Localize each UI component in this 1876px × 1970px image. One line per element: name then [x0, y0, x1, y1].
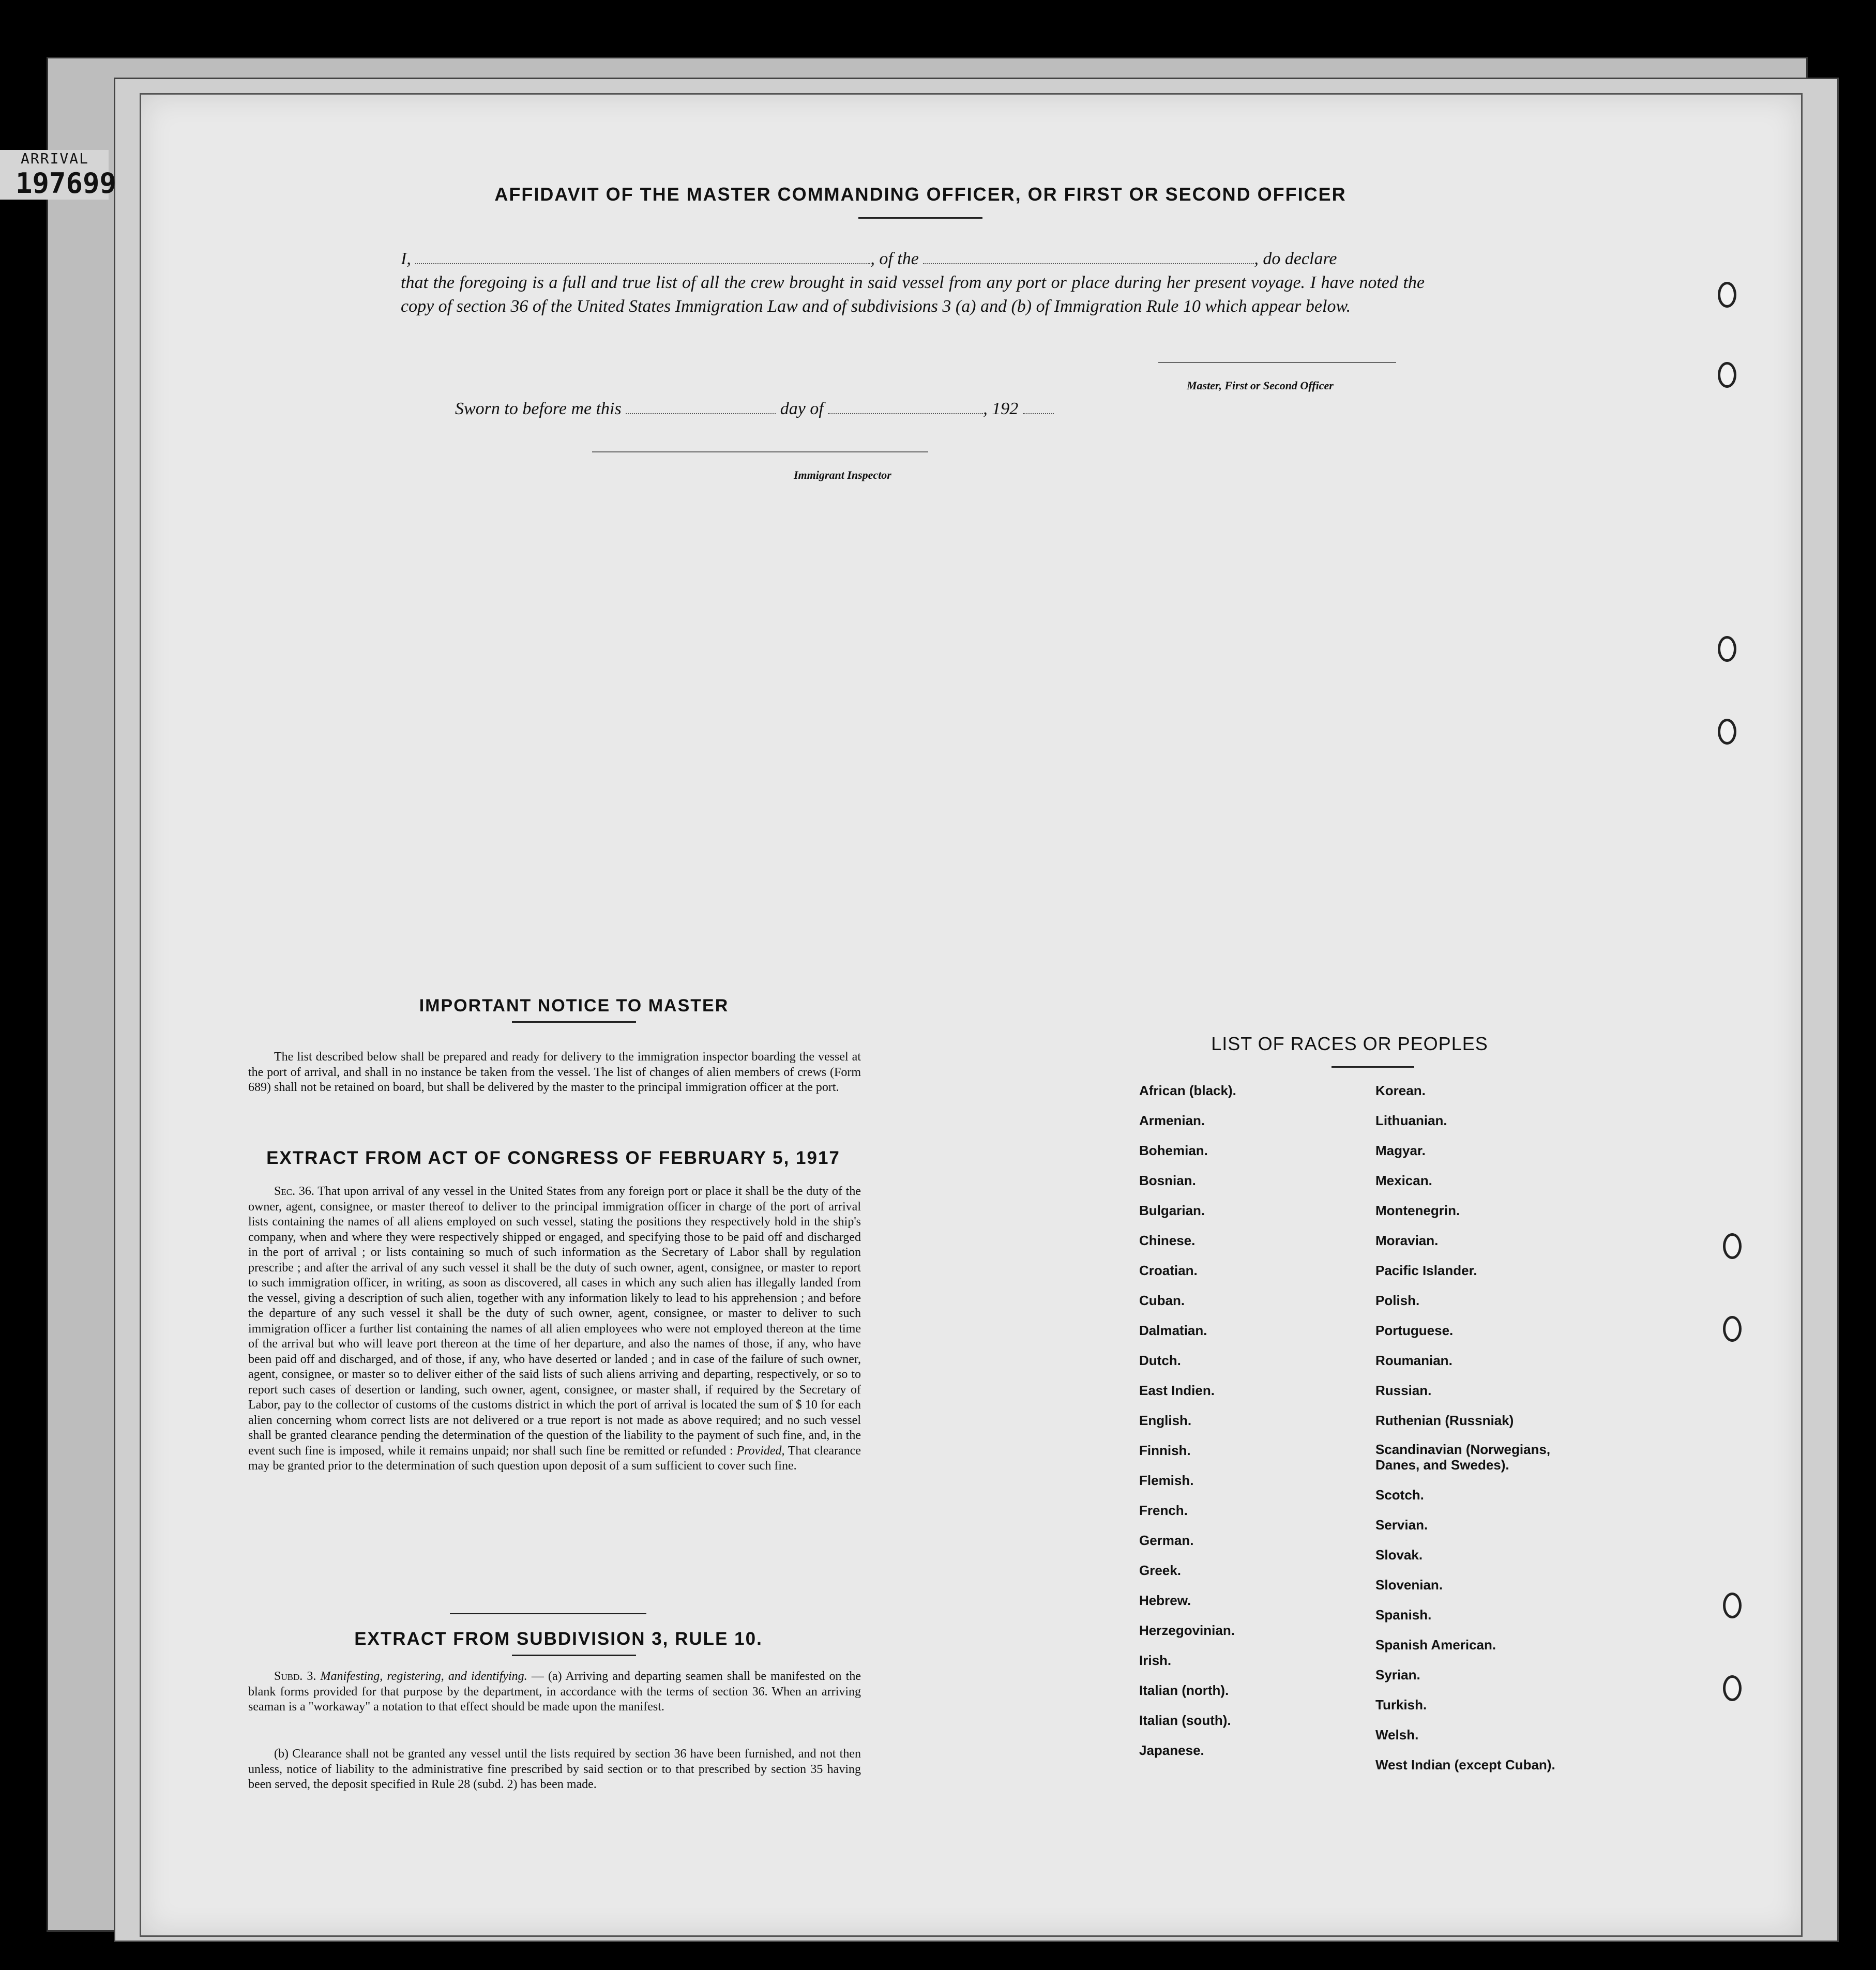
race-item: Hebrew. [1139, 1593, 1191, 1608]
affidavit-title-rule [858, 217, 982, 219]
race-item: Pacific Islander. [1375, 1263, 1477, 1278]
punch-hole [1718, 282, 1736, 308]
race-item: Ruthenian (Russniak) [1375, 1413, 1514, 1428]
rule-subd-label: Subd. 3. [274, 1670, 316, 1683]
act-end-rule [450, 1613, 646, 1614]
race-item: Bulgarian. [1139, 1203, 1205, 1218]
race-item: Herzegovinian. [1139, 1623, 1235, 1638]
inspector-signature-label: Immigrant Inspector [794, 468, 891, 481]
race-item: Italian (north). [1139, 1683, 1229, 1698]
race-item: Montenegrin. [1375, 1203, 1460, 1218]
race-item: Dalmatian. [1139, 1323, 1207, 1338]
races-column-2 [1375, 1075, 1572, 1780]
inspector-signature-line[interactable] [592, 451, 928, 452]
punch-hole [1723, 1233, 1742, 1259]
vessel-blank[interactable] [923, 250, 1254, 264]
race-item: English. [1139, 1413, 1192, 1428]
rule-title: EXTRACT FROM SUBDIVISION 3, RULE 10. [354, 1629, 763, 1649]
race-item: Korean. [1375, 1083, 1426, 1098]
master-signature-label: Master, First or Second Officer [1187, 379, 1334, 392]
race-item: West Indian (except Cuban). [1375, 1757, 1555, 1772]
race-item: Syrian. [1375, 1667, 1420, 1683]
race-item: Magyar. [1375, 1143, 1426, 1158]
punch-hole [1718, 362, 1736, 388]
race-item: Chinese. [1139, 1233, 1196, 1248]
affidavit-i: I, [401, 249, 411, 268]
race-item: Turkish. [1375, 1697, 1427, 1713]
race-item: Servian. [1375, 1517, 1428, 1533]
arrival-label: ARRIVAL [21, 150, 89, 167]
race-item: Dutch. [1139, 1353, 1181, 1368]
race-item: Polish. [1375, 1293, 1420, 1308]
act-provided-text: That clearance may be granted prior to the determination of such question upon deposit of a sum sufficient to cover such fine. [248, 1444, 861, 1473]
race-item: Russian. [1375, 1383, 1432, 1398]
sworn-day-of: day of [780, 399, 824, 418]
notice-rule [512, 1021, 636, 1023]
arrival-stamp [0, 150, 117, 200]
punch-hole [1718, 719, 1736, 745]
punch-hole [1718, 636, 1736, 662]
race-item: Lithuanian. [1375, 1113, 1447, 1128]
affidavit-declaration-line [401, 247, 1435, 271]
race-item: Japanese. [1139, 1742, 1204, 1758]
race-item: French. [1139, 1503, 1188, 1518]
act-title: EXTRACT FROM ACT OF CONGRESS OF FEBRUARY 5, 1917 [266, 1148, 840, 1168]
act-body: That upon arrival of any vessel in the United States from any foreign port or place it shall be the duty of the owner, agent, consignee, or master thereof to deliver to the principal immigration officer in charge of the port of arrival lists containing the names of all aliens employed on such vessel, stating the positions they respectively hold in the ship's company, when and where they were respectively shipped or engaged, and specifying those to be paid off and discharged in the port of arrival ; or lists containing so much of such information as the Secretary of Labor shall by regulation prescribe ; and after the arrival of any such vessel it shall be the duty of such owner, agent, consignee, or master to report to such immigration officer, in writing, as soon as discovered, all cases in which any such alien has illegally landed from the vessel, giving a description of such alien, together with any information likely to lead to his apprehension ; and before the departure of any such vessel it shall be the duty of such owner, agent, consignee, or master to deliver to such immigration officer a further list containing the names of all alien employees who were not employed thereon at the time of the arrival but who will leave port thereon at the time of her departure, and also the names of those, if any, who have been paid off and discharged, and of those, if any, who have deserted or landed ; and in case of the failure of such owner, agent, consignee, or master so to deliver either of the said lists of such aliens arriving and departing, respectively, or so to report such cases of desertion or landing, such owner, agent, consignee, or master shall, if required by the Secretary of Labor, pay to the collector of customs of the customs district in which the port of arrival is located the sum of $ 10 for each alien concerning whom correct lists are not delivered or a true report is not made as above required; and no such vessel shall be granted clearance pending the determination of the question of the liability to the payment of such fine, and, in the event such fine is imposed, while it remains unpaid; nor shall such fine be remitted or refunded : [248, 1185, 861, 1458]
race-item: Greek. [1139, 1563, 1181, 1578]
affidavit-of-the: , of the [870, 249, 919, 268]
notice-title: IMPORTANT NOTICE TO MASTER [419, 996, 729, 1016]
race-item: Cuban. [1139, 1293, 1185, 1308]
race-item: Croatian. [1139, 1263, 1198, 1278]
rule-text-a [248, 1669, 861, 1715]
master-signature-line[interactable] [1158, 362, 1396, 363]
race-item: Portuguese. [1375, 1323, 1454, 1338]
race-item: Flemish. [1139, 1473, 1194, 1488]
sworn-date-blank[interactable] [626, 400, 776, 414]
sworn-month-blank[interactable] [828, 400, 983, 414]
name-blank[interactable] [415, 250, 870, 264]
sworn-label: Sworn to before me this [455, 399, 622, 418]
rule-title-rule [512, 1655, 636, 1656]
sworn-year-blank[interactable] [1023, 400, 1054, 414]
race-item: German. [1139, 1533, 1194, 1548]
act-section-label: Sec. 36. [274, 1185, 314, 1198]
notice-text: The list described below shall be prepared and ready for delivery to the immigration inspector boarding the vessel at the port of arrival, and shall in no instance be taken from the vessel. The list of changes of alien members of crews (Form 689) shall not be retained on board, but shall be delivered by the master to the principal immigration officer at the port. [248, 1050, 861, 1094]
affidavit-body: that the foregoing is a full and true list of all the crew brought in said vessel from any port or place during her present voyage. I have noted the copy of section 36 of the United States Immigration Law and of subdivisions 3 (a) and (b) of Immigration Rule 10 which appear below. [401, 273, 1425, 316]
race-item: Welsh. [1375, 1727, 1419, 1742]
rule-text-b: (b) Clearance shall not be granted any vessel until the lists required by section 36 have been furnished, and not then unless, notice of liability to the administrative fine prescribed by said section or to that prescribed by section 35 having been served, the deposit specified in Rule 28 (subd. 2) has been made. [248, 1747, 861, 1791]
rule-subd-heading: Manifesting, registering, and identifying. [320, 1670, 527, 1683]
race-item: Slovak. [1375, 1547, 1423, 1563]
races-column-1 [1139, 1075, 1236, 1765]
affidavit-title: AFFIDAVIT OF THE MASTER COMMANDING OFFICER, OR FIRST OR SECOND OFFICER [494, 184, 1347, 205]
race-item: Bosnian. [1139, 1173, 1196, 1188]
race-item: Roumanian. [1375, 1353, 1453, 1368]
act-text [248, 1184, 861, 1474]
race-item: Irish. [1139, 1653, 1172, 1668]
race-item: Moravian. [1375, 1233, 1439, 1248]
race-item: Scandinavian (Norwegians, Danes, and Swedes). [1375, 1442, 1551, 1473]
race-item: Finnish. [1139, 1443, 1191, 1458]
race-item: Spanish American. [1375, 1637, 1496, 1653]
affidavit-declare: , do declare [1254, 249, 1337, 268]
race-item: Mexican. [1375, 1173, 1432, 1188]
act-provided-label: Provided, [736, 1444, 785, 1458]
race-item: African (black). [1139, 1083, 1236, 1098]
arrival-number: 197699 [16, 167, 117, 200]
race-item: Scotch. [1375, 1487, 1424, 1503]
rule-a-text: — (a) Arriving and departing seamen shall be manifested on the blank forms provided for that purpose by the department, in accordance with the terms of section 36. When an arriving seaman is a "workaway" a notation to that effect should be made upon the manifest. [248, 1670, 861, 1714]
sworn-year: , 192 [983, 399, 1019, 418]
punch-hole [1723, 1675, 1742, 1701]
race-item: Italian (south). [1139, 1713, 1231, 1728]
sworn-line [455, 397, 1179, 421]
race-item: Slovenian. [1375, 1577, 1443, 1593]
race-item: East Indien. [1139, 1383, 1215, 1398]
punch-hole [1723, 1593, 1742, 1618]
race-item: Bohemian. [1139, 1143, 1208, 1158]
races-title: LIST OF RACES OR PEOPLES [1211, 1033, 1488, 1054]
punch-hole [1723, 1316, 1742, 1342]
race-item: Spanish. [1375, 1607, 1432, 1623]
race-item: Armenian. [1139, 1113, 1205, 1128]
races-title-rule [1332, 1066, 1414, 1068]
